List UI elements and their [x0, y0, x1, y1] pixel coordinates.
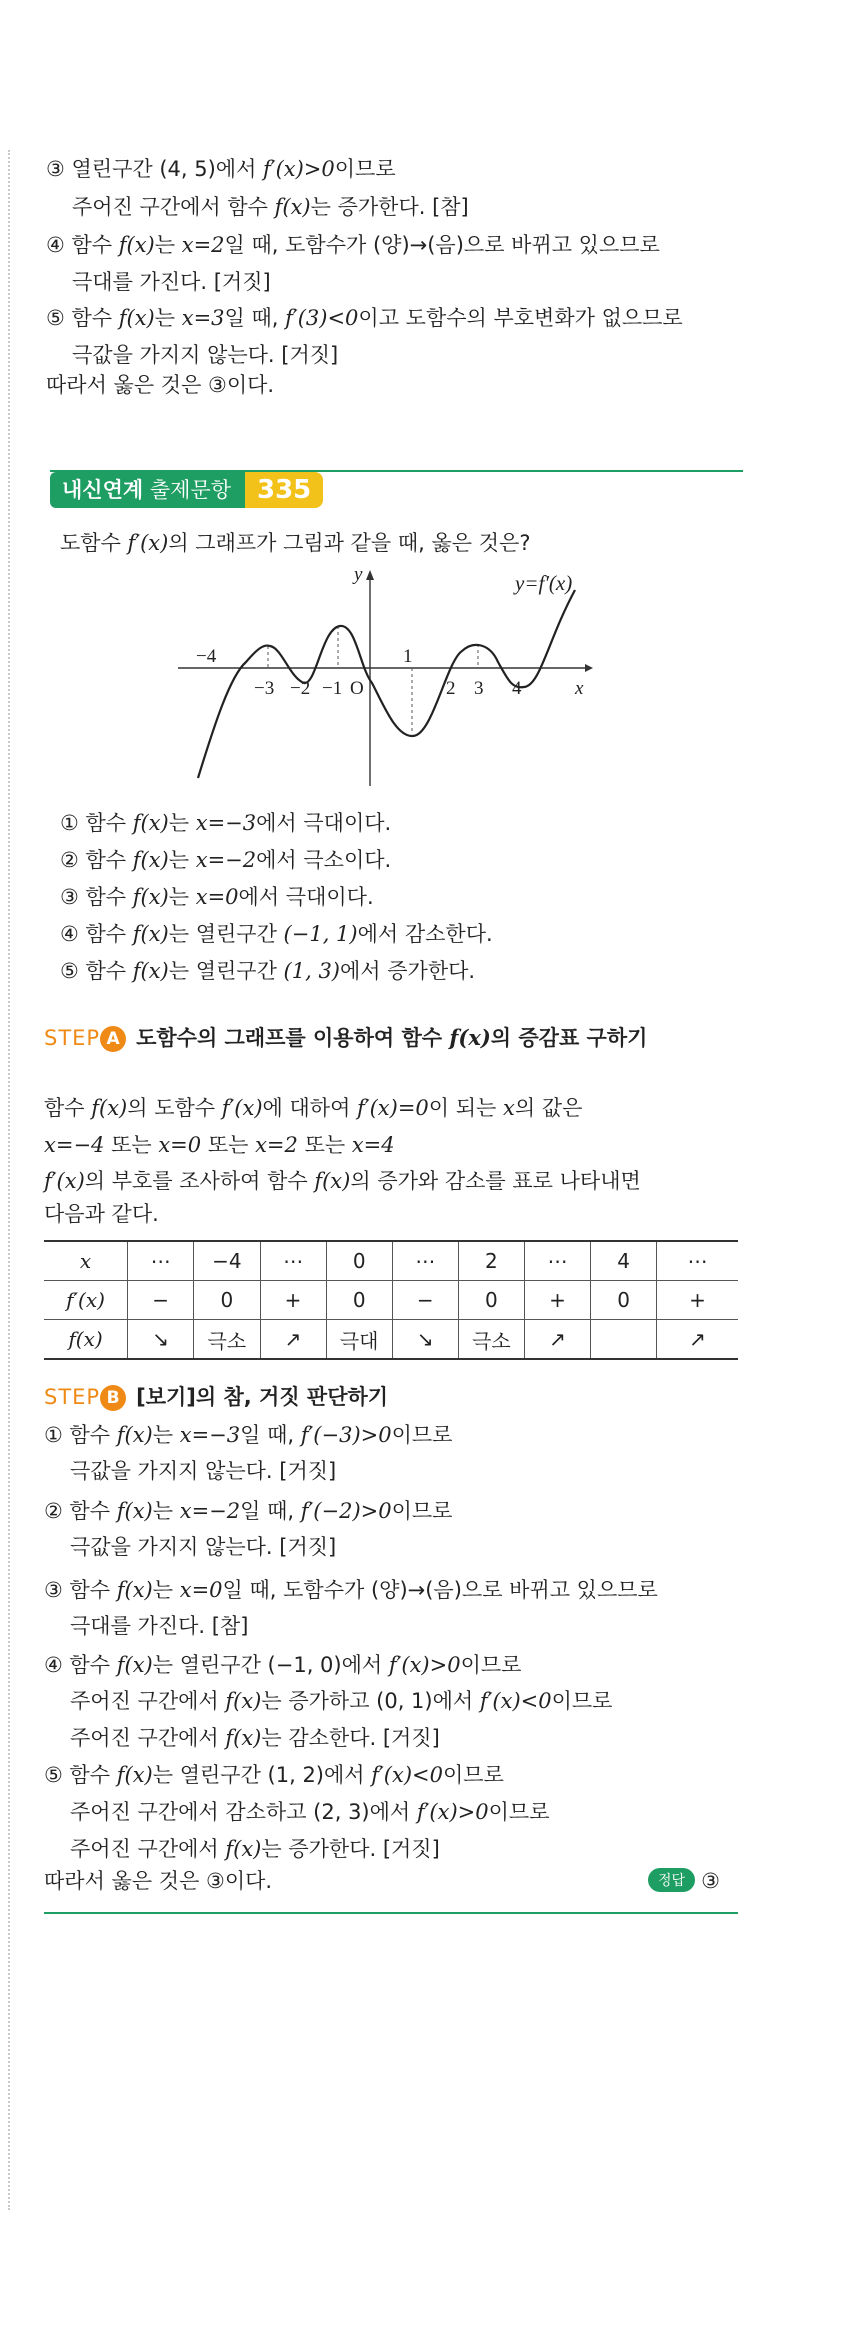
- answer-badge: [648, 1868, 720, 1893]
- step-b-item-line2: 극값을 가지지 않는다. [거짓]: [70, 1535, 337, 1559]
- table-cell: −4: [194, 1241, 260, 1281]
- table-cell: +: [524, 1281, 590, 1320]
- table-cell: +: [657, 1281, 738, 1320]
- table-cell: ⋯: [657, 1241, 738, 1281]
- table-cell: ↘: [128, 1320, 194, 1360]
- problem-number: 335: [245, 472, 323, 508]
- table-cell: f(x): [68, 1327, 103, 1351]
- table-cell: 극소: [458, 1320, 524, 1360]
- top-item-3-line2: 주어진 구간에서 함수 f(x)는 증가한다. [참]: [72, 195, 469, 219]
- table-cell: 극대: [326, 1320, 392, 1360]
- table-row-f: [44, 1320, 738, 1360]
- x-tick-labels: [254, 678, 522, 699]
- step-a-title: STEP A 도함수의 그래프를 이용하여 함수 f(x)의 증감표 구하기: [44, 1025, 648, 1050]
- step-b-item-line2: 극값을 가지지 않는다. [거짓]: [70, 1459, 337, 1483]
- choice-item: ① 함수 f(x)는 x=−3에서 극대이다.: [60, 811, 392, 835]
- table-row-f-prime: [44, 1281, 738, 1320]
- step-b-item5-line2: 주어진 구간에서 감소하고 (2, 3)에서 f′(x)>0이므로: [70, 1800, 550, 1824]
- x-tick-label: 4: [512, 678, 522, 699]
- choice-item: ③ 함수 f(x)는 x=0에서 극대이다.: [60, 885, 374, 909]
- step-b-item4-line1: ④ 함수 f(x)는 열린구간 (−1, 0)에서 f′(x)>0이므로: [44, 1653, 522, 1677]
- step-a-line4: 다음과 같다.: [44, 1202, 159, 1226]
- table-cell: 0: [591, 1281, 657, 1320]
- step-b-item5-line1: ⑤ 함수 f(x)는 열린구간 (1, 2)에서 f′(x)<0이므로: [44, 1763, 504, 1787]
- x-tick-label: 3: [474, 678, 484, 699]
- step-b-item4-line3: 주어진 구간에서 f(x)는 감소한다. [거짓]: [70, 1726, 440, 1750]
- top-item-4-line1: ④ 함수 f(x)는 x=2일 때, 도함수가 (양)→(음)으로 바뀌고 있으므로: [46, 233, 660, 257]
- choice-item: ④ 함수 f(x)는 열린구간 (−1, 1)에서 감소한다.: [60, 922, 493, 946]
- y-axis-label: y: [354, 564, 363, 585]
- step-b-item-line2: 극대를 가진다. [참]: [70, 1614, 249, 1638]
- table-cell: −: [392, 1281, 458, 1320]
- table-cell: 0: [458, 1281, 524, 1320]
- tick-label-1: 1: [403, 646, 413, 667]
- top-item-5-line1: ⑤ 함수 f(x)는 x=3일 때, f′(3)<0이고 도함수의 부호변화가 없으므로: [46, 306, 683, 330]
- end-rule: [44, 1912, 738, 1914]
- choice-item: ⑤ 함수 f(x)는 열린구간 (1, 3)에서 증가한다.: [60, 959, 476, 983]
- header-pill: 내신연계 출제문항: [50, 472, 245, 508]
- table-cell: 극소: [194, 1320, 260, 1360]
- top-conclusion: 따라서 옳은 것은 ③이다.: [46, 373, 275, 397]
- step-b-badge: B: [100, 1385, 126, 1411]
- step-b-title: STEP B [보기]의 참, 거짓 판단하기: [44, 1385, 389, 1409]
- y-axis-arrow-icon: [366, 570, 374, 580]
- step-b-conclusion: 따라서 옳은 것은 ③이다.: [44, 1869, 273, 1893]
- table-cell: ⋯: [128, 1241, 194, 1281]
- table-cell: 2: [458, 1241, 524, 1281]
- top-item-5-line2: 극값을 가지지 않는다. [거짓]: [72, 343, 339, 367]
- derivative-graph: [0, 548, 842, 788]
- step-a-badge: A: [100, 1026, 126, 1052]
- answer-value: ③: [701, 1869, 720, 1893]
- x-tick-label: −2: [290, 678, 311, 699]
- step-a-line1: 함수 f(x)의 도함수 f′(x)에 대하여 f′(x)=0이 되는 x의 값은: [44, 1096, 583, 1120]
- step-b-item-line1: ③ 함수 f(x)는 x=0일 때, 도함수가 (양)→(음)으로 바뀌고 있으므로: [44, 1578, 658, 1602]
- x-axis-label: x: [575, 678, 584, 699]
- table-row-x: [44, 1241, 738, 1281]
- step-b-item4-line2: 주어진 구간에서 f(x)는 증가하고 (0, 1)에서 f′(x)<0이므로: [70, 1689, 613, 1713]
- table-cell: ↗: [657, 1320, 738, 1360]
- tick-label-neg4: −4: [196, 646, 217, 667]
- table-cell: ↗: [524, 1320, 590, 1360]
- table-cell: 4: [591, 1241, 657, 1281]
- table-cell: ⋯: [260, 1241, 326, 1281]
- step-b-item-line1: ① 함수 f(x)는 x=−3일 때, f′(−3)>0이므로: [44, 1423, 453, 1447]
- table-cell: −: [128, 1281, 194, 1320]
- table-cell: ⋯: [392, 1241, 458, 1281]
- table-cell: [591, 1320, 657, 1360]
- table-cell: f′(x): [66, 1288, 105, 1312]
- table-cell: ↘: [392, 1320, 458, 1360]
- step-b-item5-line3: 주어진 구간에서 f(x)는 증가한다. [거짓]: [70, 1837, 440, 1861]
- choice-item: ② 함수 f(x)는 x=−2에서 극소이다.: [60, 848, 392, 872]
- table-cell: 0: [326, 1281, 392, 1320]
- x-tick-label: −3: [254, 678, 275, 699]
- table-cell: x: [79, 1249, 92, 1273]
- top-item-3-line1: ③ 열린구간 (4, 5)에서 f′(x)>0이므로: [46, 157, 396, 181]
- table-cell: ↗: [260, 1320, 326, 1360]
- step-a-line3: f′(x)의 부호를 조사하여 함수 f(x)의 증가와 감소를 표로 나타내면: [44, 1169, 641, 1193]
- x-axis-arrow-icon: [585, 664, 593, 672]
- origin-label: O: [350, 678, 364, 699]
- table-cell: 0: [194, 1281, 260, 1320]
- step-a-line2: x=−4 또는 x=0 또는 x=2 또는 x=4: [44, 1133, 395, 1157]
- problem-question: 도함수 f′(x)의 그래프가 그림과 같을 때, 옳은 것은?: [60, 531, 531, 555]
- answer-label: 정답: [648, 1868, 695, 1892]
- table-cell: ⋯: [524, 1241, 590, 1281]
- increase-decrease-table: [44, 1240, 738, 1360]
- x-tick-label: −1: [322, 678, 343, 699]
- margin-dotted-line: [8, 150, 10, 2210]
- step-b-item-line1: ② 함수 f(x)는 x=−2일 때, f′(−2)>0이므로: [44, 1499, 453, 1523]
- x-tick-label: 2: [446, 678, 456, 699]
- top-item-4-line2: 극대를 가진다. [거짓]: [72, 270, 271, 294]
- table-cell: 0: [326, 1241, 392, 1281]
- problem-header: [50, 472, 323, 508]
- curve-label: y=f′(x): [515, 571, 573, 595]
- table-cell: +: [260, 1281, 326, 1320]
